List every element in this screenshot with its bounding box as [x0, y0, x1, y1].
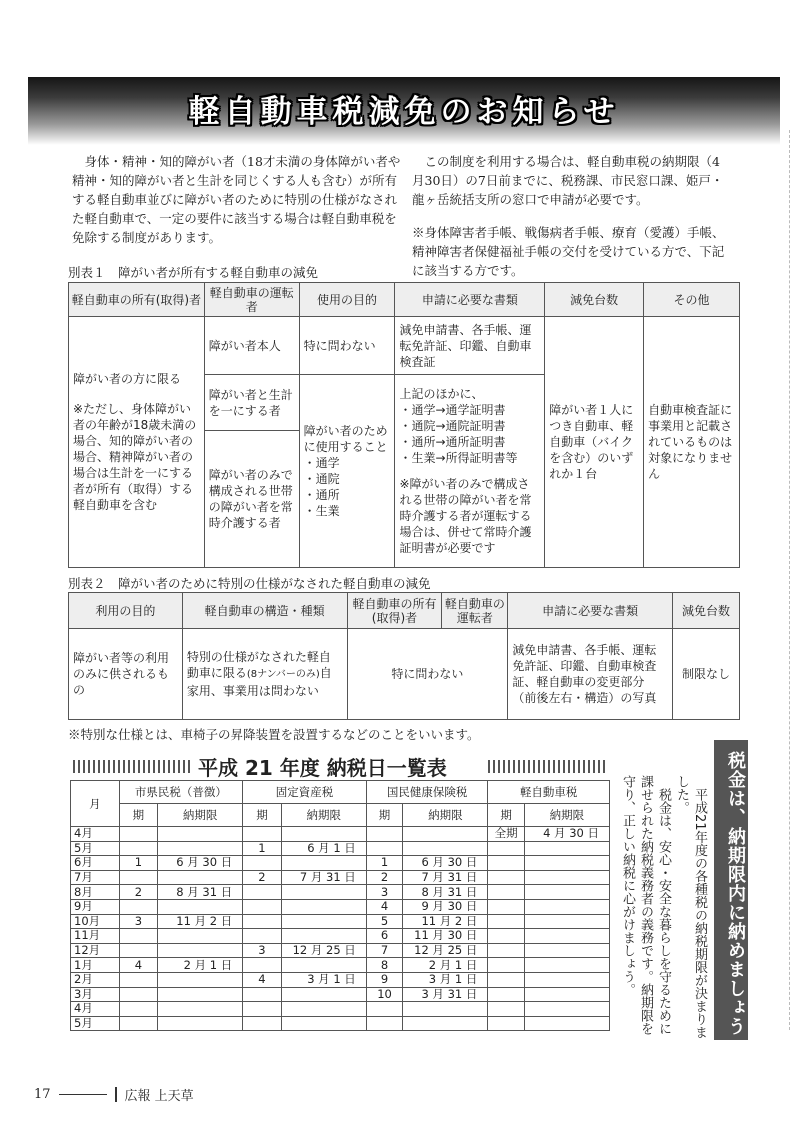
month-cell: 4月: [71, 827, 120, 842]
deadline-header: 納期限: [524, 804, 609, 827]
docs-note: ※障がい者のみで構成される世帯の障がい者を常時介護する者が運転する場合は、併せて常時介護証明書が必要です: [399, 477, 532, 555]
period-cell: [119, 1016, 158, 1031]
deadline-cell: [158, 987, 243, 1002]
purpose-any: 特に問わない: [299, 317, 395, 375]
docs-head: 上記のほかに、: [399, 387, 484, 401]
calendar-row: [71, 958, 610, 973]
period-cell: [488, 972, 524, 987]
intro-right-column: [412, 152, 732, 280]
period-cell: [119, 929, 158, 944]
publication-name: 広報 上天草: [124, 1089, 194, 1104]
purpose-head: 障がい者のために使用すること: [303, 424, 388, 454]
docs-item: ・生業→所得証明書等: [399, 451, 518, 465]
period-cell: 2: [366, 870, 402, 885]
period-cell: [366, 1016, 402, 1031]
deadline-cell: [524, 856, 609, 871]
structure-cell: [182, 629, 347, 720]
count-cell: 障がい者１人につき自動車、軽自動車（バイクを含む）のいずれか１台: [545, 317, 644, 568]
table1-header: 減免台数: [545, 283, 644, 317]
deadline-cell: 11 月 30 日: [403, 929, 488, 944]
deadline-cell: [524, 914, 609, 929]
deadline-cell: 6 月 30 日: [403, 856, 488, 871]
page-number: 17: [34, 1087, 51, 1102]
deadline-cell: 7 月 31 日: [281, 870, 366, 885]
deadline-cell: 9 月 30 日: [403, 899, 488, 914]
calendar-row: [71, 1016, 610, 1031]
side-paragraph: 平成21年度の各種税の納税期限が決まりました。: [674, 775, 707, 1039]
page-footer: [34, 1085, 194, 1104]
deadline-header: 納期限: [281, 804, 366, 827]
deadline-cell: [281, 827, 366, 842]
deadline-cell: [158, 1002, 243, 1017]
period-cell: [366, 1002, 402, 1017]
month-cell: 11月: [71, 929, 120, 944]
period-cell: [119, 870, 158, 885]
count-cell: 制限なし: [673, 629, 740, 720]
calendar-row: [71, 827, 610, 842]
period-cell: [488, 899, 524, 914]
table2-header: 減免台数: [673, 593, 740, 629]
deadline-cell: 2 月 1 日: [403, 958, 488, 973]
purpose-item: ・生業: [303, 504, 340, 518]
period-cell: [488, 1002, 524, 1017]
period-cell: [488, 987, 524, 1002]
period-cell: [119, 943, 158, 958]
table2-header: 軽自動車の構造・種類: [182, 593, 347, 629]
reduction-table-1: [68, 282, 740, 568]
table2-caption: 別表２ 障がい者のために特別の仕様がなされた軽自動車の減免: [68, 576, 431, 591]
deadline-cell: 11 月 2 日: [158, 914, 243, 929]
purpose-item: ・通院: [303, 472, 340, 486]
page-title: 軽自動車税減免のお知らせ: [188, 94, 620, 130]
calendar-row: [71, 943, 610, 958]
deadline-header: 納期限: [403, 804, 488, 827]
structure-text-2: 自家用、事業用は問わない: [186, 666, 332, 698]
other-cell: 自動車検査証に事業用と記載されているものは対象になりません: [644, 317, 740, 568]
docs-item: ・通所→通所証明書: [399, 435, 506, 449]
owner-main: 障がい者の方に限る: [73, 372, 182, 386]
month-header: 月: [71, 781, 120, 827]
calendar-row: [71, 885, 610, 900]
deadline-cell: 6 月 1 日: [281, 841, 366, 856]
month-cell: 9月: [71, 899, 120, 914]
table2-header: 利用の目的: [69, 593, 183, 629]
period-cell: [243, 1002, 282, 1017]
deadline-cell: [281, 1002, 366, 1017]
purpose-item: ・通所: [303, 488, 340, 502]
period-cell: [119, 899, 158, 914]
period-cell: 3: [119, 914, 158, 929]
deadline-cell: [281, 856, 366, 871]
month-cell: 5月: [71, 1016, 120, 1031]
calendar-row: [71, 841, 610, 856]
calendar-row: [71, 914, 610, 929]
period-cell: 2: [119, 885, 158, 900]
period-cell: [488, 958, 524, 973]
docs-item: ・通院→通院証明書: [399, 419, 506, 433]
period-cell: 1: [243, 841, 282, 856]
heading-decoration-right: [488, 760, 606, 773]
deadline-cell: 11 月 2 日: [403, 914, 488, 929]
deadline-cell: [158, 929, 243, 944]
period-cell: 全期: [488, 827, 524, 842]
deadline-cell: [281, 929, 366, 944]
period-cell: 4: [366, 899, 402, 914]
period-cell: 2: [243, 870, 282, 885]
deadline-cell: [158, 972, 243, 987]
period-cell: [243, 929, 282, 944]
driver-self: 障がい者本人: [204, 317, 299, 375]
month-cell: 5月: [71, 841, 120, 856]
deadline-header: 納期限: [158, 804, 243, 827]
deadline-cell: [158, 899, 243, 914]
calendar-row: [71, 972, 610, 987]
deadline-cell: [158, 1016, 243, 1031]
deadline-cell: [281, 958, 366, 973]
deadline-cell: 2 月 1 日: [158, 958, 243, 973]
reduction-table-2: [68, 592, 740, 720]
driver-household: 障がい者と生計を一にする者: [204, 375, 299, 431]
deadline-cell: [281, 1016, 366, 1031]
period-cell: 1: [119, 856, 158, 871]
page-edge-dashes: [789, 130, 790, 1030]
deadline-cell: [524, 958, 609, 973]
period-cell: 9: [366, 972, 402, 987]
deadline-cell: [158, 827, 243, 842]
calendar-heading: 平成 21 年度 納税日一覧表: [198, 756, 447, 780]
period-cell: 1: [366, 856, 402, 871]
docs-item: ・通学→通学証明書: [399, 403, 506, 417]
deadline-cell: [524, 1002, 609, 1017]
period-cell: [488, 841, 524, 856]
deadline-cell: [524, 885, 609, 900]
deadline-cell: 3 月 31 日: [403, 987, 488, 1002]
month-cell: 1月: [71, 958, 120, 973]
deadline-cell: [403, 827, 488, 842]
docs-cell: 減免申請書、各手帳、運転免許証、印鑑、自動車検査証、軽自動車の変更部分（前後左右・構造）の写真: [508, 629, 673, 720]
eligibility-note: ※身体障害者手帳、戦傷病者手帳、療育（愛護）手帳、精神障害者保健福祉手帳の交付を受けている方で、下記に該当する方です。: [412, 225, 725, 278]
docs-additional: [395, 375, 545, 568]
owner-cell: [69, 317, 205, 568]
period-cell: [119, 841, 158, 856]
period-cell: [488, 885, 524, 900]
period-cell: 6: [366, 929, 402, 944]
period-cell: [488, 929, 524, 944]
table1-header: 軽自動車の所有(取得)者: [69, 283, 205, 317]
side-text: [618, 775, 708, 1045]
period-cell: [243, 987, 282, 1002]
deadline-cell: [524, 870, 609, 885]
group-header: 市県民税（普徴）: [119, 781, 243, 804]
period-cell: [243, 856, 282, 871]
table2-header: 申請に必要な書類: [508, 593, 673, 629]
period-cell: [488, 870, 524, 885]
deadline-cell: [281, 885, 366, 900]
intro-paragraph-2: この制度を利用する場合は、軽自動車税の納期限（4月30日）の7日前までに、税務課、市民窓口課、姫戸・龍ヶ岳統括支所の窓口で申請が必要です。: [412, 154, 724, 207]
table1-caption: 別表１ 障がい者が所有する軽自動車の減免: [68, 265, 319, 280]
footer-rule: [59, 1094, 107, 1095]
calendar-row: [71, 1002, 610, 1017]
period-cell: 4: [243, 972, 282, 987]
intro-paragraph: 身体・精神・知的障がい者（18才未満の身体障がい者や精神・知的障がい者と生計を同じくする人も含む）が所有する軽自動車並びに障がい者のために特別の仕様がなされた軽自動車で、一定の要件に該当する場合は軽自動車税を免除する制度があります。: [72, 154, 401, 245]
period-cell: [488, 943, 524, 958]
group-header: 国民健康保険税: [366, 781, 488, 804]
deadline-cell: [524, 987, 609, 1002]
deadline-cell: 3 月 1 日: [281, 972, 366, 987]
calendar-row: [71, 856, 610, 871]
period-header: 期: [119, 804, 158, 827]
period-cell: [119, 827, 158, 842]
period-cell: 7: [366, 943, 402, 958]
group-header: 固定資産税: [243, 781, 367, 804]
deadline-cell: [281, 899, 366, 914]
docs-basic: 減免申請書、各手帳、運転免許証、印鑑、自動車検査証: [395, 317, 545, 375]
period-cell: [119, 1002, 158, 1017]
owner-driver-cell: 特に問わない: [347, 629, 508, 720]
period-header: 期: [243, 804, 282, 827]
period-cell: [366, 827, 402, 842]
period-header: 期: [488, 804, 524, 827]
deadline-cell: [158, 870, 243, 885]
deadline-cell: 8 月 31 日: [158, 885, 243, 900]
period-cell: [488, 856, 524, 871]
deadline-cell: [524, 929, 609, 944]
group-header: 軽自動車税: [488, 781, 610, 804]
table1-header: 軽自動車の運転者: [204, 283, 299, 317]
period-cell: [243, 914, 282, 929]
table2-footnote: ※特別な仕様とは、車椅子の昇降装置を設置するなどのことをいいます。: [68, 727, 480, 742]
period-cell: [488, 1016, 524, 1031]
calendar-row: [71, 929, 610, 944]
deadline-cell: [403, 841, 488, 856]
deadline-cell: 4 月 30 日: [524, 827, 609, 842]
deadline-cell: 12 月 25 日: [403, 943, 488, 958]
period-cell: 5: [366, 914, 402, 929]
deadline-cell: [281, 987, 366, 1002]
table1-header: 申請に必要な書類: [395, 283, 545, 317]
table2-header: 軽自動車の運転者: [442, 593, 508, 629]
deadline-cell: [281, 914, 366, 929]
owner-note: ※ただし、身体障がい者の年齢が18歳未満の場合、知的障がい者の場合、精神障がい者の場合は生計を一にする者が所有（取得）する軽自動車を含む: [73, 402, 197, 512]
deadline-cell: 7 月 31 日: [403, 870, 488, 885]
table1-header: 使用の目的: [299, 283, 395, 317]
period-cell: 10: [366, 987, 402, 1002]
calendar-row: [71, 870, 610, 885]
structure-small: (8ナンバーのみ): [246, 669, 320, 680]
tax-calendar-table: [70, 780, 610, 1031]
intro-left-column: [72, 152, 402, 247]
heading-decoration-left: [73, 760, 193, 773]
period-cell: 3: [243, 943, 282, 958]
structure-text: 特別の仕様がなされた軽自動車に限る: [186, 650, 331, 680]
period-cell: 8: [366, 958, 402, 973]
month-cell: 6月: [71, 856, 120, 871]
deadline-cell: [403, 1002, 488, 1017]
deadline-cell: [524, 1016, 609, 1031]
purpose-item: ・通学: [303, 456, 340, 470]
deadline-cell: [524, 841, 609, 856]
period-cell: [488, 914, 524, 929]
deadline-cell: [524, 899, 609, 914]
deadline-cell: 3 月 1 日: [403, 972, 488, 987]
deadline-cell: 12 月 25 日: [281, 943, 366, 958]
month-cell: 7月: [71, 870, 120, 885]
deadline-cell: [158, 943, 243, 958]
period-cell: 4: [119, 958, 158, 973]
side-paragraph: 税金は、安心・安全な暮らしを守るために課せられた納税義務者の義務です。納期限を守り、正しい納税に心がけましょう。: [620, 775, 671, 1035]
driver-caregiver: 障がい者のみで構成される世帯の障がい者を常時介護する者: [204, 431, 299, 568]
deadline-cell: 6 月 30 日: [158, 856, 243, 871]
month-cell: 10月: [71, 914, 120, 929]
deadline-cell: [403, 1016, 488, 1031]
period-cell: [243, 1016, 282, 1031]
side-heading: 税金は、納期限内に納めましょう: [714, 740, 748, 1040]
period-cell: [366, 841, 402, 856]
deadline-cell: [524, 972, 609, 987]
period-cell: [243, 958, 282, 973]
table2-header: 軽自動車の所有(取得)者: [347, 593, 442, 629]
deadline-cell: [524, 943, 609, 958]
period-cell: [119, 987, 158, 1002]
month-cell: 4月: [71, 1002, 120, 1017]
deadline-cell: 8 月 31 日: [403, 885, 488, 900]
period-cell: [243, 885, 282, 900]
purpose-cell: 障がい者等の利用のみに供されるもの: [69, 629, 183, 720]
table1-header: その他: [644, 283, 740, 317]
period-header: 期: [366, 804, 402, 827]
period-cell: [119, 972, 158, 987]
period-cell: 3: [366, 885, 402, 900]
month-cell: 3月: [71, 987, 120, 1002]
calendar-row: [71, 899, 610, 914]
period-cell: [243, 899, 282, 914]
calendar-row: [71, 987, 610, 1002]
purpose-disability: [299, 375, 395, 568]
deadline-cell: [158, 841, 243, 856]
period-cell: [243, 827, 282, 842]
month-cell: 2月: [71, 972, 120, 987]
month-cell: 12月: [71, 943, 120, 958]
footer-bar: [115, 1087, 117, 1102]
month-cell: 8月: [71, 885, 120, 900]
